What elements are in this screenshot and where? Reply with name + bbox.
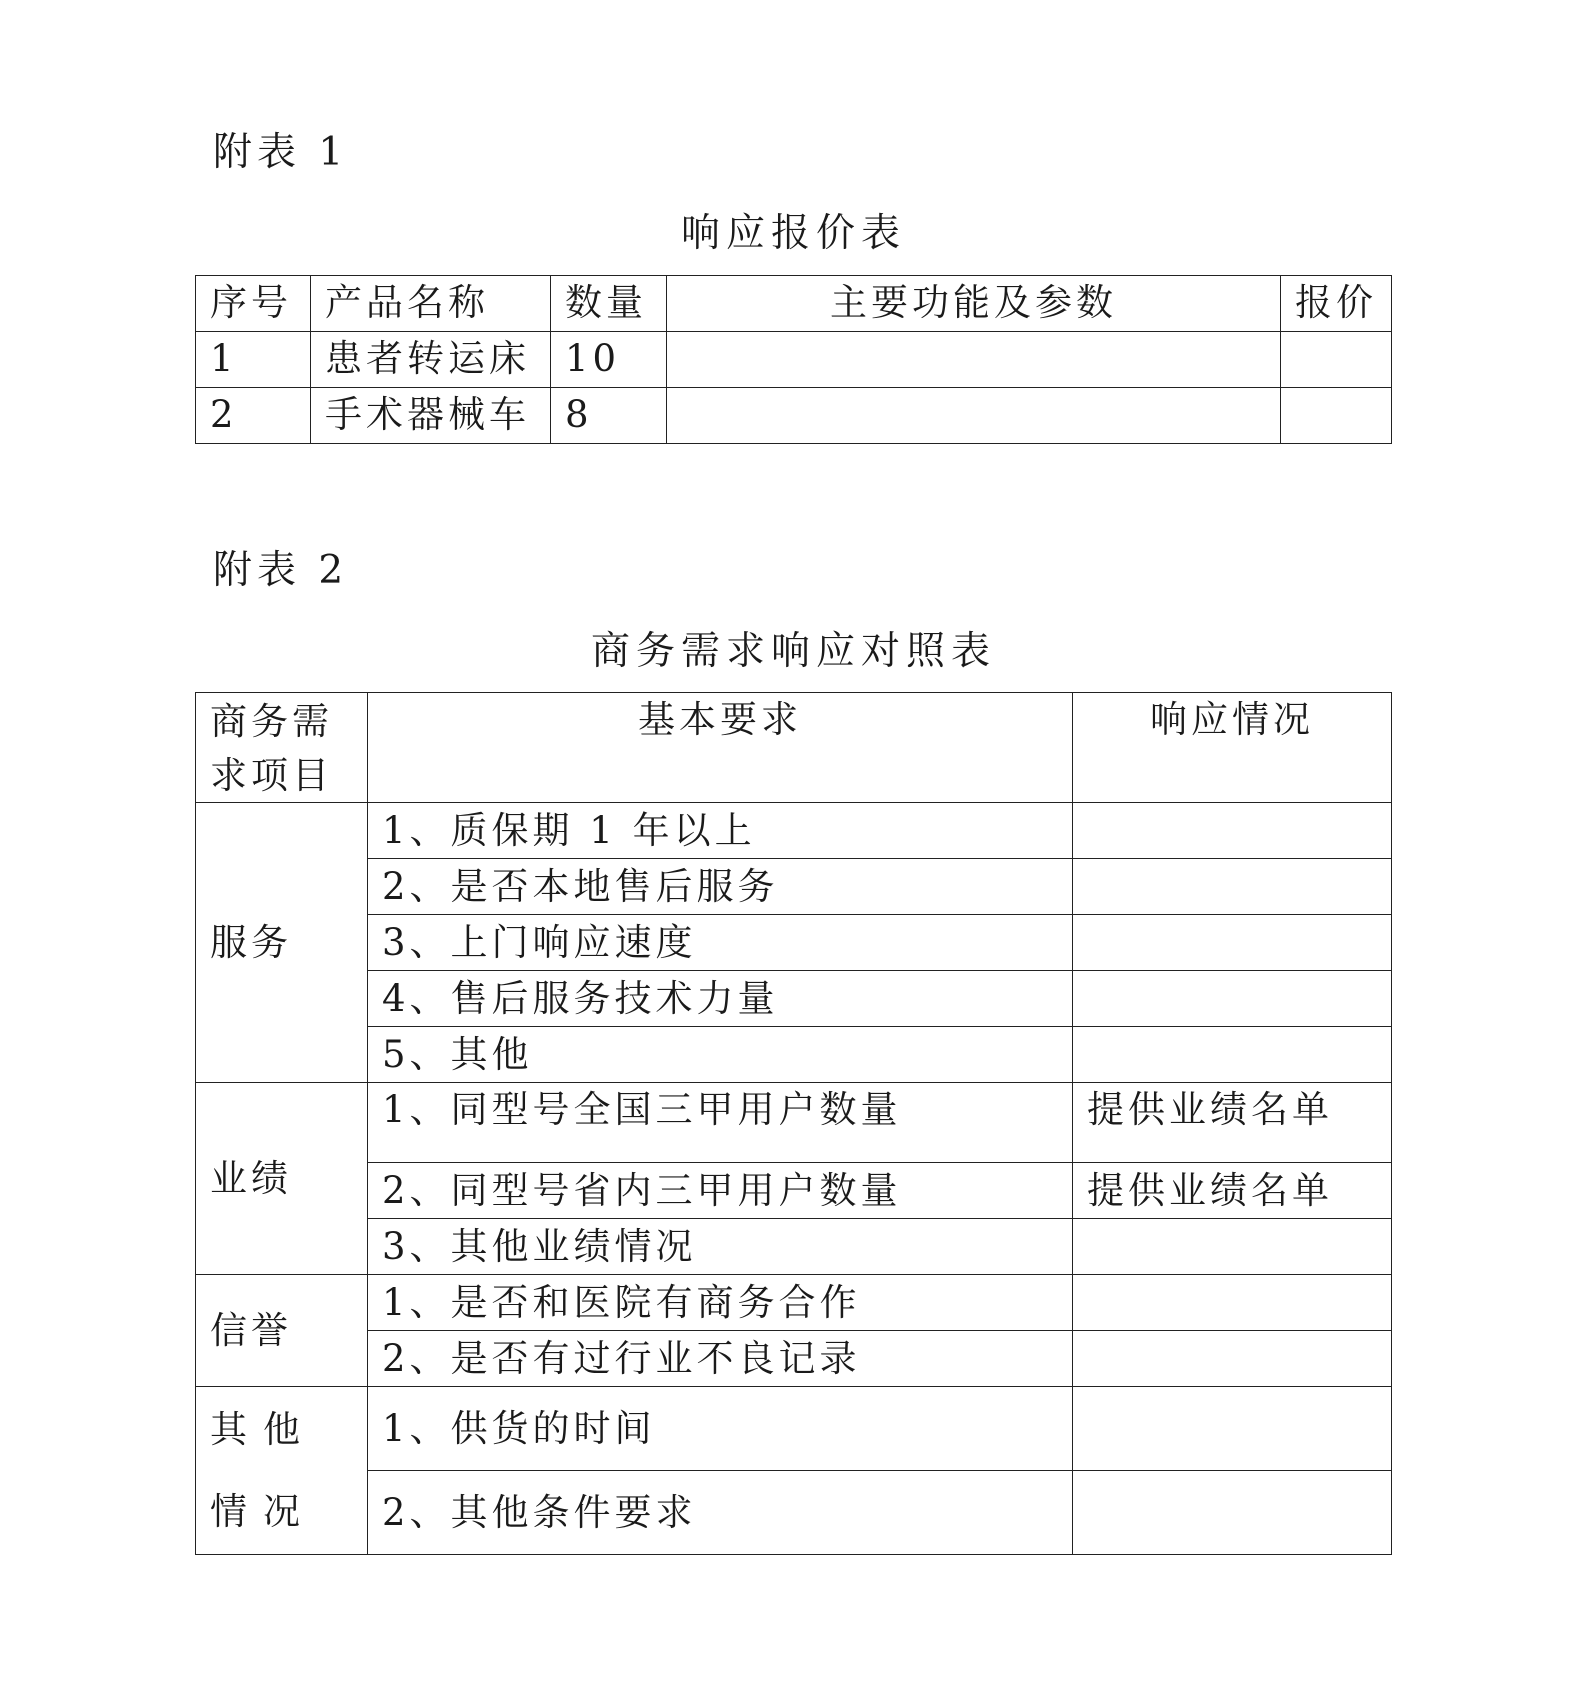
table-row: [196, 1471, 1392, 1555]
table-row: [196, 1387, 1392, 1471]
table-row: [196, 1219, 1392, 1275]
group-service: 服务: [196, 803, 368, 1083]
table-row: [196, 971, 1392, 1027]
group-reputation: 信誉: [196, 1275, 368, 1387]
requirements-header-row: [196, 693, 1392, 803]
table-row: [196, 1163, 1392, 1219]
group-other: 其他情况: [196, 1387, 368, 1555]
response-cell: [1073, 1219, 1392, 1275]
requirement-cell: 2、同型号省内三甲用户数量: [368, 1163, 1073, 1219]
requirement-cell: 3、其他业绩情况: [368, 1219, 1073, 1275]
requirement-cell: 2、其他条件要求: [368, 1471, 1073, 1555]
response-cell: 提供业绩名单: [1073, 1163, 1392, 1219]
row-index: 2: [196, 388, 311, 444]
row-product-name: 患者转运床: [311, 332, 551, 388]
response-cell: [1073, 1471, 1392, 1555]
requirement-cell: 3、上门响应速度: [368, 915, 1073, 971]
response-cell: [1073, 971, 1392, 1027]
annex1-title: 响应报价表: [680, 211, 906, 256]
business-requirements-table: [195, 692, 1392, 1555]
row-index: 1: [196, 332, 311, 388]
group-performance: 业绩: [196, 1083, 368, 1275]
header-quantity: 数量: [551, 276, 667, 332]
requirement-cell: 1、是否和医院有商务合作: [368, 1275, 1073, 1331]
table-row: [196, 332, 1392, 388]
table-row: [196, 915, 1392, 971]
header-main-functions: 主要功能及参数: [667, 276, 1281, 332]
row-quantity: 10: [551, 332, 667, 388]
table-row: [196, 803, 1392, 859]
table-row: [196, 1027, 1392, 1083]
table-row: [196, 388, 1392, 444]
requirement-cell: 5、其他: [368, 1027, 1073, 1083]
annex2-label: 附表 2: [213, 548, 349, 593]
table-row: [196, 859, 1392, 915]
response-cell: [1073, 1387, 1392, 1471]
response-cell: [1073, 1275, 1392, 1331]
row-main-functions: [667, 332, 1281, 388]
requirement-cell: 4、售后服务技术力量: [368, 971, 1073, 1027]
row-product-name: 手术器械车: [311, 388, 551, 444]
annex1-label: 附表 1: [213, 130, 349, 175]
row-main-functions: [667, 388, 1281, 444]
requirement-cell: 1、供货的时间: [368, 1387, 1073, 1471]
response-cell: [1073, 859, 1392, 915]
header-response: 响应情况: [1073, 693, 1392, 803]
header-business-item: 商务需求项目: [196, 693, 368, 803]
quotation-header-row: [196, 276, 1392, 332]
requirement-cell: 2、是否本地售后服务: [368, 859, 1073, 915]
annex2-title: 商务需求响应对照表: [590, 629, 996, 674]
header-price: 报价: [1281, 276, 1392, 332]
row-price: [1281, 332, 1392, 388]
table-row: [196, 1083, 1392, 1163]
row-quantity: 8: [551, 388, 667, 444]
response-cell: [1073, 803, 1392, 859]
quotation-table: [195, 275, 1392, 444]
response-cell: [1073, 915, 1392, 971]
requirement-cell: 1、质保期 1 年以上: [368, 803, 1073, 859]
table-row: [196, 1275, 1392, 1331]
requirement-cell: 1、同型号全国三甲用户数量: [368, 1083, 1073, 1163]
requirement-cell: 2、是否有过行业不良记录: [368, 1331, 1073, 1387]
header-basic-requirement: 基本要求: [368, 693, 1073, 803]
response-cell: [1073, 1331, 1392, 1387]
header-product-name: 产品名称: [311, 276, 551, 332]
header-index: 序号: [196, 276, 311, 332]
response-cell: 提供业绩名单: [1073, 1083, 1392, 1163]
row-price: [1281, 388, 1392, 444]
response-cell: [1073, 1027, 1392, 1083]
table-row: [196, 1331, 1392, 1387]
